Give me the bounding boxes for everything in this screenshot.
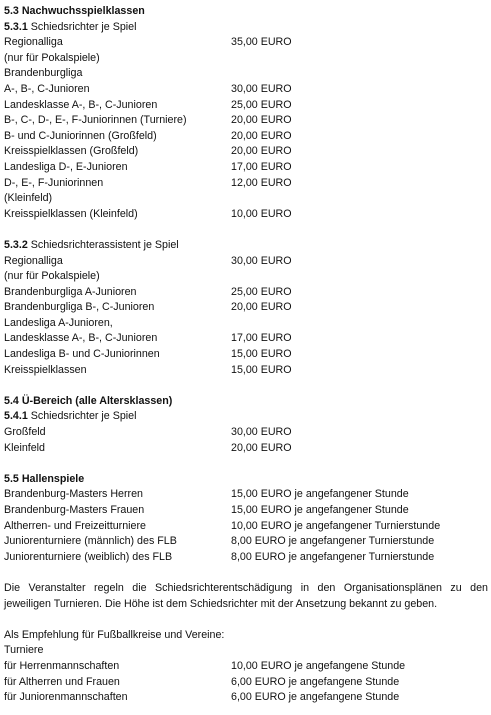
fee-table-recommendation xyxy=(4,659,488,706)
heading-text: 5.3 Nachwuchsspielklassen xyxy=(4,5,145,17)
fee-label: Landesliga A-Junioren, xyxy=(4,316,113,329)
fee-amount: 6,00 EURO je angefangene Stunde xyxy=(231,675,400,688)
fee-label: (Kleinfeld) xyxy=(4,192,53,205)
recommendation-subtitle: Turniere xyxy=(4,644,44,657)
fee-amount: 20,00 EURO xyxy=(231,129,292,142)
fee-label: Brandenburgliga xyxy=(4,67,83,80)
fee-row xyxy=(4,316,488,332)
fee-label: Juniorenturniere (weiblich) des FLB xyxy=(4,550,173,563)
fee-row xyxy=(4,425,488,441)
fee-row xyxy=(4,285,488,301)
fee-label: für Altherren und Frauen xyxy=(4,675,120,688)
recommendation-intro: Als Empfehlung für Fußballkreise und Vereine: xyxy=(4,628,225,641)
fee-amount: 15,00 EURO xyxy=(231,363,292,376)
fee-amount: 12,00 EURO xyxy=(231,176,292,189)
subsection-heading-5-4-1 xyxy=(4,409,488,425)
fee-label: Kleinfeld xyxy=(4,441,45,454)
organizer-paragraph: Die Veranstalter regeln die Schiedsrichterentschädigung in den Organisationsplänen zu den jeweiligen Turnieren. Die Höhe ist dem Schiedsrichter mit der Ansetzung bekannt zu geben. xyxy=(4,581,488,610)
fee-label: Brandenburg-Masters Herren xyxy=(4,488,144,501)
fee-label: Kreisspielklassen xyxy=(4,363,87,376)
fee-row xyxy=(4,363,488,379)
subsection-heading-5-3-2 xyxy=(4,238,488,254)
fee-amount: 15,00 EURO xyxy=(231,348,292,361)
fee-amount: 30,00 EURO xyxy=(231,82,292,95)
fee-row xyxy=(4,487,488,503)
fee-amount: 20,00 EURO xyxy=(231,114,292,127)
fee-amount: 8,00 EURO je angefangener Turnierstunde xyxy=(231,535,435,548)
fee-row xyxy=(4,331,488,347)
document xyxy=(4,4,488,706)
fee-table-5-3-1 xyxy=(4,35,488,222)
fee-row xyxy=(4,254,488,270)
fee-amount: 15,00 EURO je angefangener Stunde xyxy=(231,488,409,501)
subsection-title: Schiedsrichterassistent je Spiel xyxy=(27,238,179,251)
fee-row xyxy=(4,441,488,457)
fee-label: B-, C-, D-, E-, F-Juniorinnen (Turniere) xyxy=(4,114,187,127)
fee-row xyxy=(4,534,488,550)
subsection-title: Schiedsrichter je Spiel xyxy=(27,410,137,423)
subsection-number: 5.3.2 xyxy=(4,238,28,251)
fee-label: (nur für Pokalspiele) xyxy=(4,270,100,283)
fee-row xyxy=(4,129,488,145)
fee-label: D-, E-, F-Juniorinnen xyxy=(4,176,104,189)
fee-amount: 10,00 EURO xyxy=(231,207,292,220)
subsection-title: Schiedsrichter je Spiel xyxy=(27,20,137,33)
fee-row xyxy=(4,176,488,192)
heading-text: 5.4 Ü-Bereich (alle Altersklassen) xyxy=(4,394,173,407)
section-heading-5-5 xyxy=(4,472,488,488)
fee-amount: 20,00 EURO xyxy=(231,145,292,158)
fee-row xyxy=(4,347,488,363)
fee-amount: 8,00 EURO je angefangener Turnierstunde xyxy=(231,550,435,563)
fee-amount: 17,00 EURO xyxy=(231,160,292,173)
fee-label: für Herrenmannschaften xyxy=(4,659,120,672)
fee-label: Regionalliga xyxy=(4,36,63,49)
fee-row xyxy=(4,82,488,98)
fee-label: Landesklasse A-, B-, C-Junioren xyxy=(4,98,158,111)
fee-amount: 30,00 EURO xyxy=(231,254,292,267)
fee-label: Großfeld xyxy=(4,426,46,439)
fee-label: Landesliga D-, E-Junioren xyxy=(4,160,128,173)
fee-amount: 20,00 EURO xyxy=(231,441,292,454)
fee-label: Brandenburgliga A-Junioren xyxy=(4,285,137,298)
fee-amount: 25,00 EURO xyxy=(231,285,292,298)
fee-amount: 15,00 EURO je angefangener Stunde xyxy=(231,504,409,516)
fee-label: Landesliga B- und C-Juniorinnen xyxy=(4,348,160,361)
section-heading-5-3 xyxy=(4,4,488,20)
fee-label: Brandenburg-Masters Frauen xyxy=(4,504,145,516)
fee-amount: 35,00 EURO xyxy=(231,36,292,49)
fee-amount: 6,00 EURO je angefangene Stunde xyxy=(231,691,400,704)
fee-row xyxy=(4,675,488,691)
fee-amount: 10,00 EURO je angefangener Turnierstunde xyxy=(231,519,441,532)
fee-row xyxy=(4,113,488,129)
fee-amount: 10,00 EURO je angefangene Stunde xyxy=(231,659,406,672)
fee-row xyxy=(4,144,488,160)
fee-row xyxy=(4,690,488,706)
fee-row xyxy=(4,207,488,223)
fee-table-5-4-1 xyxy=(4,425,488,456)
fee-amount: 17,00 EURO xyxy=(231,332,292,345)
fee-row xyxy=(4,160,488,176)
fee-row xyxy=(4,66,488,82)
fee-row xyxy=(4,191,488,207)
fee-label: Kreisspielklassen (Kleinfeld) xyxy=(4,207,138,220)
fee-label: Brandenburgliga B-, C-Junioren xyxy=(4,301,155,314)
fee-row xyxy=(4,51,488,67)
fee-row xyxy=(4,503,488,519)
fee-row xyxy=(4,98,488,114)
fee-label: Juniorenturniere (männlich) des FLB xyxy=(4,535,177,548)
fee-label: Kreisspielklassen (Großfeld) xyxy=(4,145,139,158)
fee-amount: 30,00 EURO xyxy=(231,426,292,439)
fee-amount: 25,00 EURO xyxy=(231,98,292,111)
fee-label: Altherren- und Freizeitturniere xyxy=(4,519,146,532)
fee-row xyxy=(4,550,488,566)
section-heading-5-4 xyxy=(4,394,488,410)
fee-row xyxy=(4,300,488,316)
fee-row xyxy=(4,269,488,285)
fee-row xyxy=(4,519,488,535)
subsection-heading-5-3-1 xyxy=(4,20,488,36)
fee-label: B- und C-Juniorinnen (Großfeld) xyxy=(4,129,157,142)
fee-label: Landesklasse A-, B-, C-Junioren xyxy=(4,332,158,345)
fee-table-5-5 xyxy=(4,487,488,565)
fee-label: Regionalliga xyxy=(4,254,63,267)
subsection-number: 5.3.1 xyxy=(4,20,28,33)
heading-text: 5.5 Hallenspiele xyxy=(4,472,85,485)
fee-label: (nur für Pokalspiele) xyxy=(4,51,100,64)
fee-amount: 20,00 EURO xyxy=(231,301,292,314)
fee-row xyxy=(4,35,488,51)
fee-row xyxy=(4,659,488,675)
subsection-number: 5.4.1 xyxy=(4,410,28,423)
fee-table-5-3-2 xyxy=(4,254,488,379)
fee-label: A-, B-, C-Junioren xyxy=(4,82,90,95)
fee-label: für Juniorenmannschaften xyxy=(4,691,128,704)
